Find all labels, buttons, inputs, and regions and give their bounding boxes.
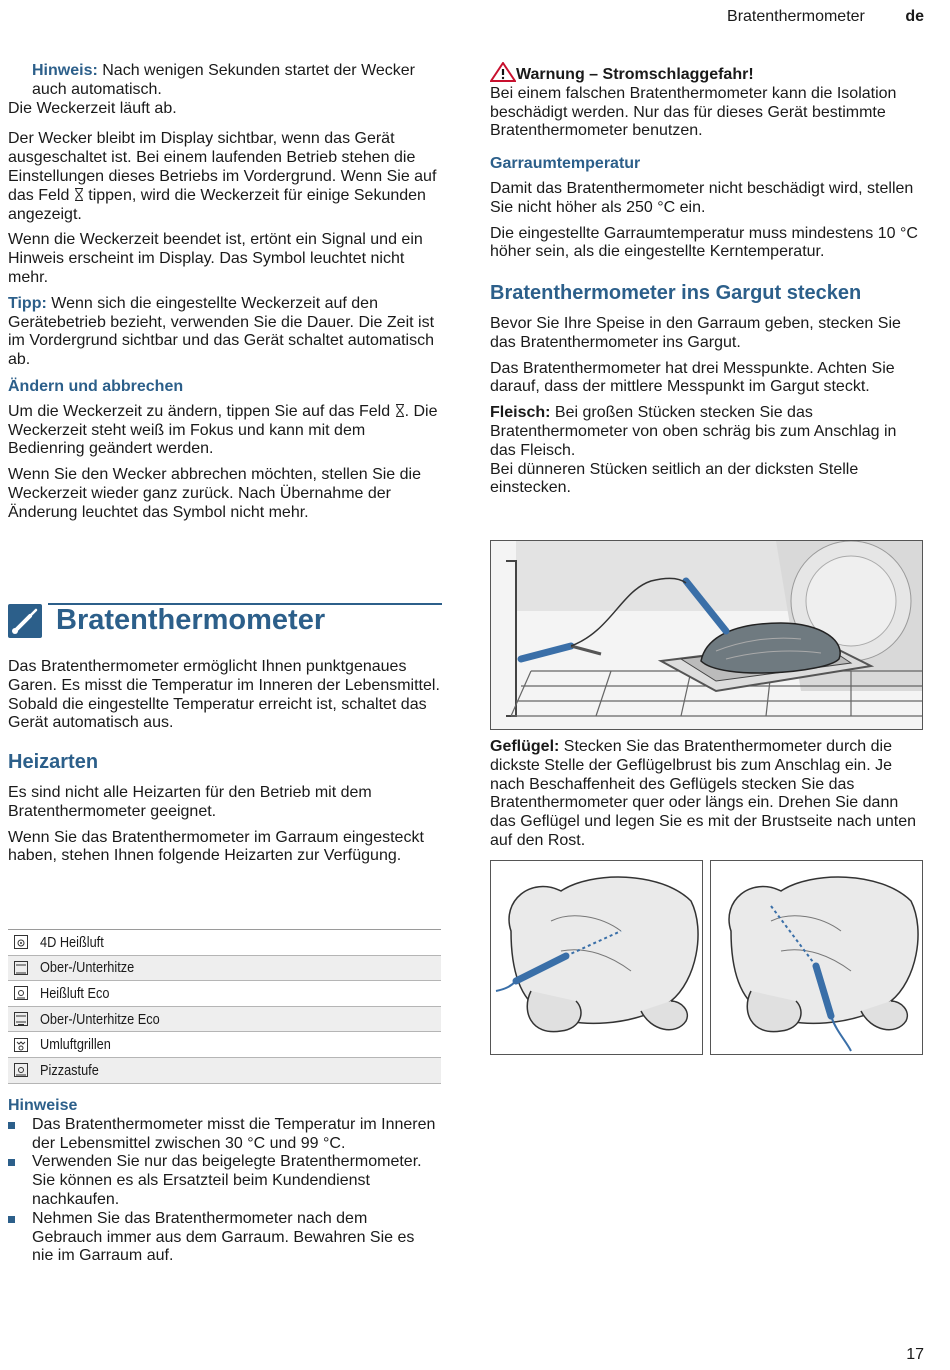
hinweise-list bbox=[8, 1116, 440, 1266]
garraum-p2: Die eingestellte Garraumtemperatur muss mindestens 10 °C höher sein, als die eingestellte Kerntemperatur. bbox=[490, 224, 918, 261]
stecken-p2: Das Bratenthermometer hat drei Messpunkte. Achten Sie darauf, dass der mittlere Messpunkt im Gargut steckt. bbox=[490, 359, 895, 396]
table-row bbox=[8, 956, 441, 982]
table-row bbox=[8, 930, 441, 956]
mode-label: Ober-/Unterhitze bbox=[40, 959, 135, 977]
hot-air-eco-icon bbox=[14, 986, 28, 1000]
poultry-crosswise-illustration bbox=[490, 860, 703, 1055]
fleisch-paragraph-2: Bei dünneren Stücken seitlich an der dicksten Stelle einstecken. bbox=[490, 460, 859, 497]
garraum-p1: Damit das Bratenthermometer nicht beschädigt wird, stellen Sie nicht höher als 250 °C ein. bbox=[490, 179, 914, 216]
pizza-setting-icon bbox=[14, 1063, 28, 1077]
aendern-heading: Ändern und abbrechen bbox=[8, 377, 184, 395]
warning-title: Warnung – Stromschlaggefahr! bbox=[516, 66, 754, 83]
hinweis-after: Die Weckerzeit läuft ab. bbox=[8, 99, 177, 117]
cancel-paragraph: Wenn Sie den Wecker abbrechen möchten, stellen Sie die Weckerzeit wieder ganz zurück. Nach Übernahme der Änderung leuchtet das Symbol nicht mehr. bbox=[8, 466, 421, 521]
heizarten-p1: Es sind nicht alle Heizarten für den Betrieb mit dem Bratenthermometer geeignet. bbox=[8, 783, 372, 820]
stecken-heading: Bratenthermometer ins Gargut stecken bbox=[490, 282, 862, 305]
fleisch-paragraph: Fleisch: Bei großen Stücken stecken Sie das Bratenthermometer von oben schräg bis zum Anschlag in das Fleisch. bbox=[490, 404, 897, 459]
top-bottom-heat-eco-icon bbox=[14, 1012, 28, 1026]
hinweise-section bbox=[8, 1097, 440, 1266]
mode-label: Heißluft Eco bbox=[40, 984, 110, 1002]
hinweise-heading: Hinweise bbox=[8, 1097, 78, 1114]
list-item: Das Bratenthermometer misst die Temperatur im Inneren der Lebensmittel zwischen 30 °C und 99 °C. bbox=[8, 1116, 440, 1154]
hinweis-label: Hinweis: bbox=[32, 62, 98, 79]
heizarten-heading: Heizarten bbox=[8, 751, 99, 774]
warning-triangle-icon bbox=[490, 62, 516, 82]
table-row bbox=[8, 1058, 441, 1084]
gefluegel-label: Geflügel: bbox=[490, 738, 560, 755]
list-item: Verwenden Sie nur das beigelegte Bratenthermometer. Sie können es als Ersatzteil beim Kundendienst nachkaufen. bbox=[8, 1153, 440, 1209]
mode-label: Pizzastufe bbox=[40, 1061, 99, 1079]
header-section-title: Bratenthermometer bbox=[727, 8, 865, 25]
mode-label: 4D Heißluft bbox=[40, 933, 104, 951]
hot-air-4d-icon bbox=[14, 935, 28, 949]
list-item: Nehmen Sie das Bratenthermometer nach dem Gebrauch immer aus dem Garraum. Bewahren Sie es nie im Garraum auf. bbox=[8, 1210, 440, 1266]
table-row bbox=[8, 1007, 441, 1033]
heizarten-p2: Wenn Sie das Bratenthermometer im Garraum eingesteckt haben, stehen Ihnen folgende Heizarten zur Verfügung. bbox=[8, 828, 424, 865]
hourglass-icon bbox=[74, 188, 84, 201]
intro-paragraph: Das Bratenthermometer ermöglicht Ihnen punktgenaues Garen. Es misst die Temperatur im Inneren der Lebensmittel. Sobald die eingestellte Temperatur erreicht ist, schaltet das Gerät automatisch aus. bbox=[8, 658, 440, 732]
hourglass-icon bbox=[395, 404, 405, 417]
circulated-air-grill-icon bbox=[14, 1038, 28, 1052]
display-paragraph: Der Wecker bleibt im Display sichtbar, wenn das Gerät ausgeschaltet ist. Bei einem laufenden Betrieb stehen die Einstellungen dieses Betriebs im Vordergrund. Wenn Sie auf das Feld tippen, wird die Weckerzeit für einige Sekunden angezeigt. bbox=[8, 130, 437, 223]
left-column-lower bbox=[8, 658, 440, 873]
hinweis-text: Nach wenigen Sekunden startet der Wecker auch automatisch. bbox=[32, 62, 416, 98]
section-title bbox=[8, 600, 442, 640]
warning-text: Bei einem falschen Bratenthermometer kann die Isolation beschädigt werden. Nur das für dieses Gerät bestimmte Bratenthermometer benutzen. bbox=[490, 84, 897, 140]
heating-modes-table bbox=[8, 929, 441, 1084]
change-paragraph: Um die Weckerzeit zu ändern, tippen Sie auf das Feld . Die Weckerzeit steht weiß im Fokus und kann mit dem Bedienring geändert werden. bbox=[8, 402, 438, 458]
gefluegel-paragraph: Geflügel: Stecken Sie das Bratenthermometer durch die dickste Stelle der Geflügelbrust bis zum Anschlag ein. Je nach Beschaffenheit des Geflügels stecken Sie das Bratenthermometer quer oder längs ein. Drehen Sie dann das Geflügel und legen Sie es mit der Brustseite nach unten auf den Rost. bbox=[490, 738, 917, 849]
header-language: de bbox=[905, 8, 924, 25]
warning-title-line bbox=[490, 62, 922, 85]
fleisch-label: Fleisch: bbox=[490, 404, 551, 422]
table-row bbox=[8, 981, 441, 1007]
tipp-paragraph: Tipp: Wenn sich die eingestellte Weckerzeit auf den Gerätebetrieb bezieht, verwenden Sie die Dauer. Die Zeit ist im Vordergrund sichtbar und das Gerät schaltet automatisch ab. bbox=[8, 294, 435, 369]
page-number: 17 bbox=[906, 1346, 924, 1363]
table-row bbox=[8, 1032, 441, 1058]
hinweis-note bbox=[8, 62, 440, 100]
oven-roast-illustration bbox=[490, 540, 923, 730]
end-paragraph: Wenn die Weckerzeit beendet ist, ertönt ein Signal und ein Hinweis erscheint im Display. Das Symbol leuchtet nicht mehr. bbox=[8, 231, 423, 286]
thermometer-icon bbox=[8, 604, 42, 638]
section-title-text: Bratenthermometer bbox=[56, 604, 326, 636]
top-bottom-heat-icon bbox=[14, 961, 28, 975]
poultry-lengthwise-illustration bbox=[710, 860, 923, 1055]
tipp-label: Tipp: bbox=[8, 294, 47, 312]
left-column-top bbox=[8, 62, 440, 530]
garraum-heading: Garraumtemperatur bbox=[490, 155, 641, 173]
mode-label: Umluftgrillen bbox=[40, 1036, 111, 1054]
stecken-p1: Bevor Sie Ihre Speise in den Garraum geben, stecken Sie das Bratenthermometer ins Gargut. bbox=[490, 314, 901, 351]
right-column-lower bbox=[490, 738, 922, 858]
mode-label: Ober-/Unterhitze Eco bbox=[40, 1010, 160, 1028]
page-header bbox=[727, 8, 924, 26]
right-column-top bbox=[490, 62, 922, 505]
